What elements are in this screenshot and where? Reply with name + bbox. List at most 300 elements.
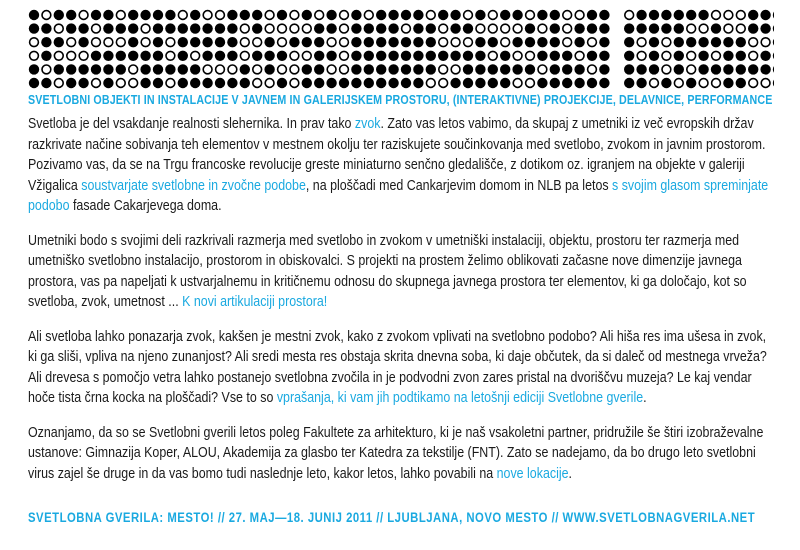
logo-dot-empty [278,38,287,47]
logo-dot-filled [698,37,708,47]
logo-dot-filled [41,51,51,61]
logo-dot-filled [252,10,262,20]
logo-dot-filled [41,23,51,33]
logo-dot-empty [302,51,311,60]
logo-dot-filled [103,64,113,74]
logo-dot-empty [302,24,311,33]
logo-dot-filled [103,51,113,61]
logo-dot-filled [190,78,200,88]
logo-dot-empty [426,11,435,20]
logo-dot-filled [760,23,770,33]
logo-dot-filled [550,78,560,88]
logo-dot-filled [649,64,659,74]
logo-dot-filled [488,64,498,74]
logo-dot-empty [439,65,448,74]
body-text-segment: . [643,390,647,406]
logo-dot-filled [475,10,485,20]
logo-dot-filled [227,37,237,47]
logo-dot-filled [78,23,88,33]
logo-dot-filled [426,51,436,61]
logo-dot-empty [79,11,88,20]
logo-dot-filled [587,10,597,20]
logo-dot-filled [66,10,76,20]
logo-dot-empty [253,79,262,88]
logo-dot-filled [599,10,609,20]
logo-dot-filled [574,78,584,88]
logo-dot-filled [178,64,188,74]
logo-dot-filled [277,78,287,88]
logo-dot-filled [252,51,262,61]
logo-dot-filled [438,10,448,20]
highlight-text: nove lokacije [496,465,569,482]
logo-dot-empty [476,24,485,33]
logo-dot-filled [649,23,659,33]
logo-dot-filled [264,51,274,61]
logo-dot-filled [525,64,535,74]
logo-dot-empty [290,51,299,60]
paragraph [28,231,776,313]
logo-dot-filled [736,78,746,88]
logo-dot-filled [661,23,671,33]
logo-dot-empty [340,65,349,74]
logo-dot-filled [178,37,188,47]
logo-dot-filled [736,37,746,47]
logo-dot-filled [302,10,312,20]
logo-dot-filled [227,51,237,61]
logo-dot-empty [290,24,299,33]
logo-dot-filled [599,64,609,74]
logo-dot-filled [723,64,733,74]
logo-dot-filled [202,37,212,47]
logo-dot-filled [314,78,324,88]
logo-dot-filled [698,51,708,61]
logo-dot-filled [215,37,225,47]
dot-matrix-logo [28,8,774,92]
logo-dot-filled [190,10,200,20]
logo-dot-filled [339,78,349,88]
logo-dot-filled [649,51,659,61]
logo-dot-filled [723,37,733,47]
logo-dot-filled [736,51,746,61]
logo-dot-filled [351,37,361,47]
logo-dot-empty [736,24,745,33]
logo-dot-empty [253,65,262,74]
logo-dot-filled [463,64,473,74]
body-text-segment: Oznanjamo, da so se Svetlobni gverili letos poleg Fakultete za arhitekturo, ki je naš vsakoletni partner, pridružile še štiri izobraževalne ustanove: Gimnazija Koper, ALOU, Akademija za glasbo ter Katedra za tekstilje (FNT). Zato se nadejamo, da bo drugo leto svetlobni virus zajel še druge in da vas bomo tudi naslednje leto, kakor letos, lahko povabili na [28,424,764,482]
logo-dot-empty [116,38,125,47]
logo-dot-filled [624,64,634,74]
logo-dot-empty [240,38,249,47]
logo-dot-filled [376,78,386,88]
logo-dot-filled [711,23,721,33]
logo-dot-filled [376,51,386,61]
logo-dot-empty [749,38,758,47]
logo-dot-filled [636,64,646,74]
logo-dot-filled [165,64,175,74]
logo-dot-empty [265,79,274,88]
logo-dot-filled [686,37,696,47]
logo-dot-filled [550,51,560,61]
logo-dot-empty [42,11,51,20]
logo-dot-filled [165,23,175,33]
body-text-segment: , na ploščadi med Cankarjevim domom in NLB pa letos [305,177,613,194]
logo-dot-filled [128,51,138,61]
logo-dot-filled [587,51,597,61]
logo-dot-empty [488,11,497,20]
logo-dot-filled [661,10,671,20]
logo-dot-empty [724,24,733,33]
logo-dot-filled [190,64,200,74]
logo-dot-empty [79,51,88,60]
logo-dot-filled [550,23,560,33]
logo-dot-filled [463,78,473,88]
logo-dot-filled [773,10,774,20]
logo-dot-empty [526,11,535,20]
logo-dot-empty [563,38,572,47]
logo-dot-empty [501,38,510,47]
logo-dot-filled [686,78,696,88]
logo-dot-empty [228,65,237,74]
logo-dot-filled [29,64,39,74]
logo-dot-filled [760,51,770,61]
footer: SVETLOBNA GVERILA: MESTO! // 27. MAJ—18. JUNIJ 2011 // LJUBLJANA, NOVO MESTO // WWW.SVETLOBNAGVERILA.NET [28,510,756,525]
logo-dot-filled [587,23,597,33]
logo-dot-empty [588,38,597,47]
logo-dot-filled [153,64,163,74]
logo-dot-filled [388,10,398,20]
body-text [28,114,776,498]
logo-dot-empty [92,38,101,47]
paragraph [28,114,776,217]
logo-dot-empty [327,65,336,74]
logo-dot-filled [475,64,485,74]
logo-dot-filled [475,78,485,88]
logo-dot-empty [166,51,175,60]
logo-dot-empty [687,65,696,74]
logo-dot-empty [216,65,225,74]
logo-dot-empty [340,11,349,20]
logo-dot-filled [54,37,64,47]
logo-dot-filled [351,23,361,33]
logo-dot-empty [439,79,448,88]
logo-dot-filled [190,37,200,47]
logo-dot-empty [712,11,721,20]
logo-dot-filled [153,10,163,20]
logo-dot-empty [749,51,758,60]
logo-dot-filled [599,51,609,61]
logo-dot-filled [29,78,39,88]
logo-dot-empty [92,24,101,33]
logo-dot-filled [153,37,163,47]
logo-dot-filled [302,78,312,88]
highlight-text: zvok [354,116,381,132]
paragraph [28,327,776,409]
logo-dot-filled [463,51,473,61]
body-text-segment: Svetloba je del vsakdanje realnosti slehernika. In prav tako [28,116,355,132]
logo-dot-filled [215,23,225,33]
logo-dot-filled [326,10,336,20]
logo-dot-empty [488,51,497,60]
logo-dot-filled [711,64,721,74]
logo-dot-empty [129,65,138,74]
logo-dot-filled [140,64,150,74]
logo-dot-empty [141,38,150,47]
logo-dot-filled [723,51,733,61]
logo-dot-filled [302,37,312,47]
logo-dot-filled [78,78,88,88]
logo-dot-empty [464,11,473,20]
logo-dot-filled [413,37,423,47]
body-text-segment: . [568,465,572,482]
logo-dot-filled [153,23,163,33]
logo-dot-filled [41,37,51,47]
logo-dot-filled [116,51,126,61]
logo-dot-empty [662,65,671,74]
logo-dot-filled [636,23,646,33]
logo-dot-filled [636,10,646,20]
logo-dot-filled [413,51,423,61]
logo-dot-filled [314,64,324,74]
logo-dot-filled [401,51,411,61]
logo-dot-filled [438,51,448,61]
logo-dot-filled [698,64,708,74]
logo-dot-filled [500,64,510,74]
logo-dot-empty [364,11,373,20]
logo-dot-filled [388,37,398,47]
logo-dot-filled [500,78,510,88]
logo-dot-filled [649,37,659,47]
logo-dot-empty [488,24,497,33]
logo-dot-filled [450,23,460,33]
logo-dot-filled [736,64,746,74]
logo-dot-empty [166,79,175,88]
logo-dot-empty [588,65,597,74]
logo-dot-filled [128,37,138,47]
logo-dot-empty [426,79,435,88]
logo-dot-filled [326,51,336,61]
logo-dot-empty [674,79,683,88]
logo-dot-filled [624,78,634,88]
logo-dot-filled [450,51,460,61]
logo-dot-empty [538,24,547,33]
logo-dot-empty [625,11,634,20]
logo-dot-filled [326,78,336,88]
logo-dot-empty [216,11,225,20]
logo-dot-empty [67,38,76,47]
logo-dot-filled [674,51,684,61]
logo-dot-filled [388,78,398,88]
logo-dot-empty [30,38,39,47]
logo-dot-filled [537,51,547,61]
logo-dot-empty [129,79,138,88]
logo-dot-filled [165,10,175,20]
logo-dot-empty [340,51,349,60]
logo-dot-filled [91,51,101,61]
logo-dot-filled [54,64,64,74]
logo-dot-filled [66,64,76,74]
logo-dot-empty [240,51,249,60]
logo-dot-empty [575,51,584,60]
logo-dot-filled [264,64,274,74]
logo-dot-empty [191,51,200,60]
logo-dot-empty [141,24,150,33]
logo-dot-empty [451,38,460,47]
logo-dot-empty [30,51,39,60]
subtitle: SVETLOBNI OBJEKTI IN INSTALACIJE V JAVNEM IN GALERIJSKEM PROSTORU, (INTERAKTIVNE) PROJEKCIJE, DELAVNICE, PERFORMANCE [28,93,773,107]
logo-dot-filled [78,37,88,47]
logo-dot-empty [104,38,113,47]
highlight-text: s svojim glasom spreminjate podobo [28,177,769,214]
body-text-segment: Ali svetloba lahko ponazarja zvok, kakšen je mestni zvok, kako z zvokom vplivati na svetlobno podobo? Ali hiša res ima ušesa in zvok, ki ga sliši, vpliva na njeno zunanjost? Ali sredi mesta res obstaja skrita dnevna soba, ki daje občutek, da si daleč od mestnega vrveža? Ali drevesa s pomočjo vetra lahko postanejo svetlobna zvočila in je podvodni zvon zares pristal na dvoriščvu muzeja? Le kaj vendar hoče tista črna kocka na ploščadi? Vse to so [28,328,767,406]
logo-dot-filled [748,10,758,20]
logo-dot-filled [463,23,473,33]
logo-dot-filled [227,23,237,33]
logo-dot-filled [525,37,535,47]
logo-dot-filled [140,51,150,61]
logo-dot-filled [537,37,547,47]
logo-dot-filled [748,23,758,33]
logo-dot-filled [413,64,423,74]
logo-dot-filled [351,64,361,74]
logo-dot-filled [525,23,535,33]
logo-dot-empty [278,24,287,33]
logo-dot-filled [78,64,88,74]
logo-dot-filled [401,10,411,20]
logo-dot-empty [290,11,299,20]
logo-dot-empty [340,38,349,47]
logo-dot-empty [501,24,510,33]
logo-dot-empty [203,65,212,74]
logo-dot-filled [711,37,721,47]
logo-dot-empty [240,24,249,33]
logo-dot-filled [91,10,101,20]
logo-dot-filled [103,10,113,20]
logo-dot-filled [178,51,188,61]
logo-dot-filled [475,37,485,47]
logo-dot-filled [388,51,398,61]
logo-dot-filled [240,64,250,74]
logo-dot-filled [178,23,188,33]
logo-dot-filled [289,37,299,47]
logo-dot-empty [178,11,187,20]
logo-dot-filled [103,23,113,33]
logo-dot-filled [364,64,374,74]
logo-dot-empty [253,38,262,47]
logo-dot-filled [351,51,361,61]
logo-dot-filled [376,23,386,33]
logo-dot-filled [723,78,733,88]
logo-dot-empty [650,79,659,88]
logo-dot-filled [636,78,646,88]
logo-dot-empty [513,79,522,88]
logo-dot-filled [116,64,126,74]
logo-dot-empty [538,65,547,74]
logo-dot-empty [340,24,349,33]
logo-dot-filled [674,37,684,47]
logo-dot-filled [450,78,460,88]
logo-dot-filled [202,51,212,61]
logo-dot-filled [202,78,212,88]
logo-dot-filled [599,23,609,33]
logo-dot-empty [67,51,76,60]
logo-dot-filled [388,23,398,33]
logo-dot-filled [574,64,584,74]
logo-dot-empty [712,79,721,88]
logo-dot-empty [451,65,460,74]
logo-dot-filled [599,78,609,88]
logo-dot-filled [512,37,522,47]
logo-dot-filled [153,51,163,61]
logo-dot-filled [116,23,126,33]
logo-dot-empty [563,11,572,20]
logo-dot-empty [439,24,448,33]
logo-dot-filled [512,10,522,20]
logo-dot-filled [500,10,510,20]
logo-dot-filled [550,64,560,74]
logo-dot-filled [401,64,411,74]
logo-dot-empty [749,79,758,88]
logo-dot-filled [562,78,572,88]
logo-dot-filled [326,23,336,33]
logo-dot-filled [227,10,237,20]
logo-dot-filled [401,37,411,47]
logo-dot-empty [54,79,63,88]
logo-dot-empty [116,11,125,20]
logo-dot-filled [537,10,547,20]
logo-dot-filled [364,23,374,33]
body-text-segment: . Zato vas letos vabimo, da skupaj z umetniki iz več evropskih držav razkrivate načine sobivanja teh elementov v mestnem okolju ter raziskujete součinkovanja med svetlobo, zvokom in javnim prostorom. Pozivamo vas, da se na Trgu francoske revolucije greste miniaturno senčno gledališče, z dotikom oz. igranjem na objekte v galeriji Vžigalica [28,116,766,194]
logo-dot-filled [401,78,411,88]
logo-dot-filled [550,37,560,47]
logo-dot-filled [599,37,609,47]
logo-dot-filled [140,10,150,20]
logo-dot-empty [439,38,448,47]
logo-dot-filled [240,10,250,20]
logo-dot-empty [464,38,473,47]
logo-dot-filled [426,64,436,74]
logo-dot-empty [687,24,696,33]
logo-dot-filled [314,23,324,33]
logo-dot-filled [364,51,374,61]
logo-dot-empty [265,11,274,20]
highlight-text: vprašanja, ki vam jih podtikamo na letošnji ediciji Svetlobne gverile [276,390,644,406]
logo-dot-empty [575,11,584,20]
logo-dot-filled [91,64,101,74]
logo-dot-filled [29,23,39,33]
logo-dot-filled [128,10,138,20]
logo-dot-filled [674,23,684,33]
highlight-text: K novi artikulaciji prostora! [182,294,328,310]
logo-dot-empty [42,65,51,74]
logo-dot-filled [574,37,584,47]
logo-dot-empty [563,24,572,33]
logo-dot-filled [587,78,597,88]
logo-dot-filled [264,37,274,47]
logo-dot-filled [215,78,225,88]
logo-dot-empty [662,38,671,47]
logo-dot-filled [488,78,498,88]
logo-dot-empty [712,51,721,60]
logo-dot-filled [202,23,212,33]
logo-dot-empty [402,24,411,33]
logo-dot-filled [649,10,659,20]
logo-dot-filled [562,64,572,74]
logo-dot-filled [351,78,361,88]
logo-dot-empty [736,11,745,20]
logo-dot-empty [116,79,125,88]
logo-dot-filled [413,10,423,20]
logo-dot-filled [773,23,774,33]
